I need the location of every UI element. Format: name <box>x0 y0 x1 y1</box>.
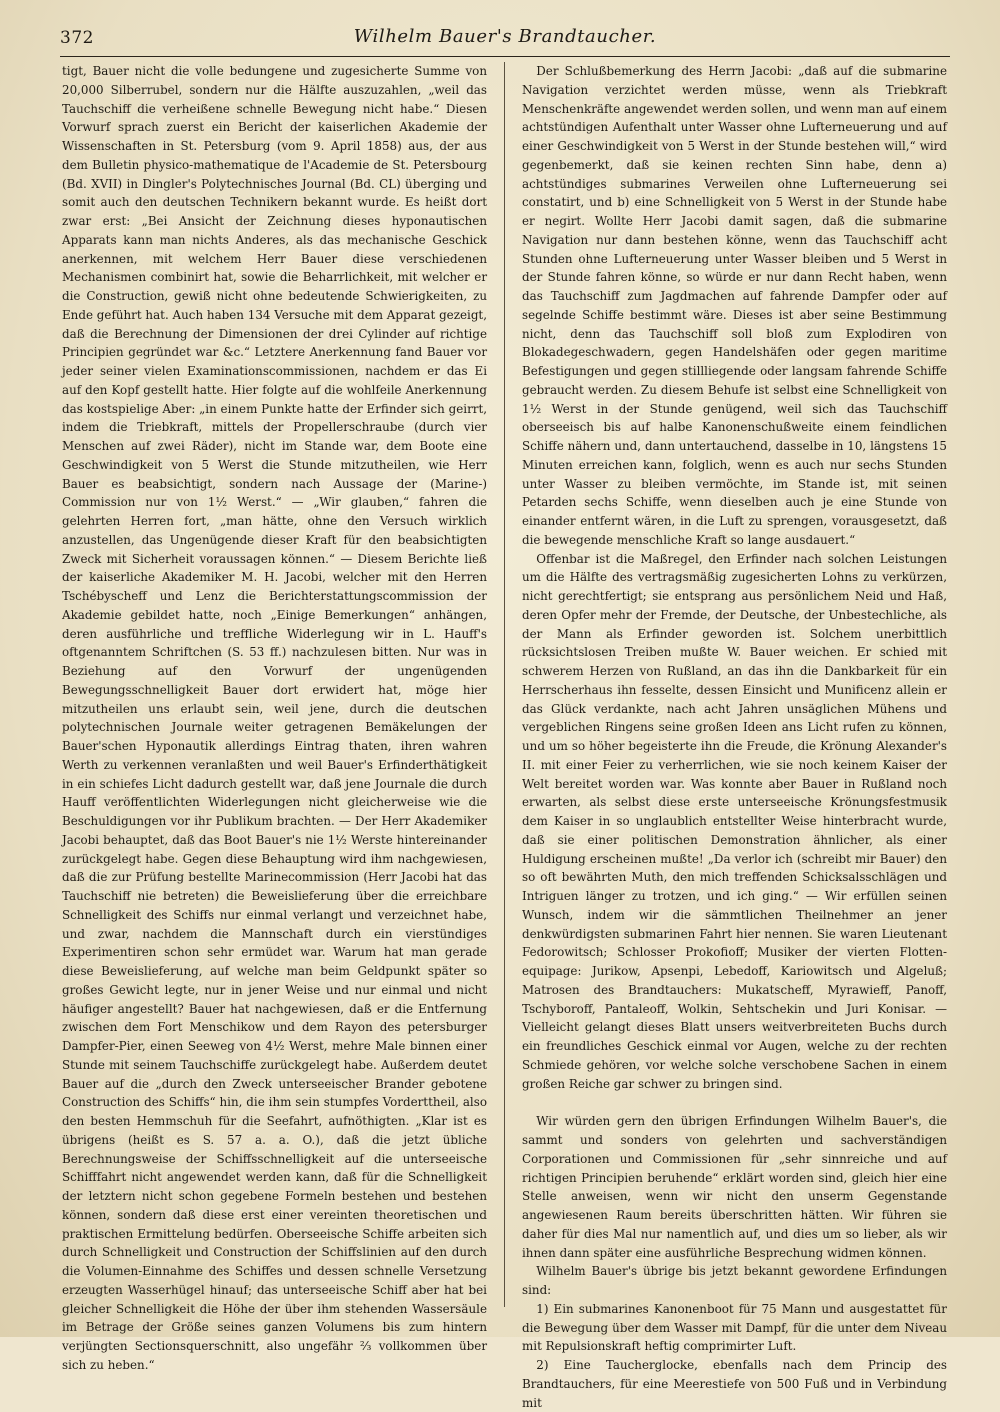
right-column <box>522 62 947 1410</box>
paragraph: tigt, Bauer nicht die volle bedungene und zugesicherte Summe von 20,000 Silberrubel, sondern nur die Hälfte auszuzahlen, „weil das Tauchschiff die verheißene schnelle Bewegung nicht habe.“ Diesen Vorwurf sprach zuerst ein Bericht der kaiserlichen Akademie der Wissenschaften in St. Petersburg (vom 9. April 1858) aus, der aus dem Bulletin physico-mathematique de l'Academie de St. Petersbourg (Bd. XVII) in Dingler's Polytechnisches Journal (Bd. CL) überging und somit auch den deutschen Technikern bekannt wurde. Es heißt dort zwar erst: „Bei Ansicht der Zeichnung dieses hyponautischen Apparats kann man nichts Anderes, als das mechanische Geschick anerkennen, mit welchem Herr Bauer diese verschiedenen Mechanismen combinirt hat, sowie die Beharrlichkeit, mit welcher er die Construction, gewiß nicht ohne bedeutende Schwierigkeiten, zu Ende geführt hat. Auch haben 134 Versuche mit dem Apparat gezeigt, daß die Berechnung der Dimensionen der drei Cylinder auf richtige Principien gegründet war &c.“ Letztere Anerkennung fand Bauer vor jeder seiner vielen Examinationscommissionen, nachdem er das Ei auf den Kopf gestellt hatte. Hier folgte auf die wohlfeile Anerkennung das kostspielige Aber: „in einem Punkte hatte der Erfinder sich geirrt, indem die Triebkraft, mittels der Propellerschraube (durch vier Menschen auf zwei Räder), nicht im Stande war, dem Boote eine Geschwindigkeit von 5 Werst die Stunde mitzutheilen, wie Herr Bauer es beabsichtigt, sondern nach Aussage der (Marine-) Commission nur von 1½ Werst.“ — „Wir glauben,“ fahren die gelehrten Herren fort, „man hätte, ohne den Versuch wirklich anzustellen, das Ungenügende dieser Kraft für den beabsichtigten Zweck mit Sicherheit voraussagen können.“ — Diesem Berichte ließ der kaiserliche Akademiker M. H. Jacobi, welcher mit den Herren Tschébyscheff und Lenz die Berichterstattungscommission der Akademie gebildet hatte, noch „Einige Bemerkungen“ anhängen, deren ausführliche und treffliche Widerlegung wir in L. Hauff's oftgenanntem Schriftchen (S. 53 ff.) nachzulesen bitten. Nur was in Beziehung auf den Vorwurf der ungenügenden Bewegungsschnelligkeit Bauer dort erwidert hat, möge hier mitzutheilen uns erlaubt sein, weil jene, durch die deutschen polytechnischen Journale weiter getragenen Bemäkelungen der Bauer'schen Hyponautik allerdings Eintrag thaten, ihren wahren Werth zu verkennen veranlaßten und weil Bauer's Erfinderthätigkeit in ein schiefes Licht dadurch gestellt war, daß jene Journale die durch Hauff veröffentlichten Widerlegungen nicht gleicherweise wie die Beschuldigungen vor ihr Publikum brachten. — Der Herr Akademiker Jacobi behauptet, daß das Boot Bauer's nie 1½ Werste hintereinander zurückgelegt habe. Gegen diese Behauptung wird ihm nachgewiesen, daß die zur Prüfung bestellte Marinecommission (Herr Jacobi hat das Tauchschiff nie betreten) die Beweislieferung über die erreichbare Schnelligkeit des Schiffs nur einmal verlangt und verzeichnet habe, und zwar, nachdem die Mannschaft durch ein vierstündiges Experimentiren schon sehr ermüdet war. Warum hat man gerade diese Beweislieferung, auf welche man beim Geldpunkt später so großes Gewicht legte, nur in jener Weise und nur einmal und nicht häufiger angestellt? Bauer hat nachgewiesen, daß er die Entfernung zwischen dem Fort Menschikow und dem Rayon des petersburger Dampfer-Pier, einen Seeweg von 4½ Werst, mehre Male binnen einer Stunde mit seinem Tauchschiffe zurückgelegt habe. Außerdem deutet Bauer auf die „durch den Zweck unterseeischer Brander gebotene Construction des Schiffs“ hin, die ihm sein stumpfes Vorderttheil, also den besten Hemmschuh für die Seefahrt, aufnöthigten. „Klar ist es übrigens (heißt es S. 57 a. a. O.), daß die jetzt übliche Berechnungsweise der Schiffsschnelligkeit auf die unterseeische Schifffahrt nicht angewendet werden kann, daß für die Schnelligkeit der letztern nicht schon gegebene Formeln bestehen und bestehen können, sondern daß diese erst einer vereinten theoretischen und praktischen Ermittelung bedürfen. Oberseeische Schiffe arbeiten sich durch Schnelligkeit und Construction der Schiffslinien auf den durch die Volumen-Einnahme des Schiffes und dessen schnelle Versetzung erzeugten Wasserhügel hinauf; das unterseeische Schiff aber hat bei gleicher Schnelligkeit die Höhe der über ihm stehenden Wassersäule im Betrage der Größe seines ganzen Volumens bis zum hintern verjüngten Sectionsquerschnitt, also ungefähr ⅔ vollkommen über sich zu heben.“ <box>62 64 487 1372</box>
running-title: Wilhelm Bauer's Brandtaucher. <box>353 26 657 47</box>
paragraph: Der Schlußbemerkung des Herrn Jacobi: „daß auf die submarine Navigation verzichtet werden müsse, wenn als Triebkraft Menschenkräfte angewendet werden sollen, und wenn man auf einem achtstündigen Aufenthalt unter Wasser ohne Lufterneuerung und auf einer Geschwindigkeit von 5 Werst in der Stunde bestehen will,“ wird gegenbemerkt, daß sie keinen rechten Sinn habe, denn a) achtstündiges submarines Verweilen ohne Lufterneuerung sei constatirt, und b) eine Schnelligkeit von 5 Werst in der Stunde habe er negirt. Wollte Herr Jacobi damit sagen, daß die submarine Navigation nur dann bestehen könne, wenn das Tauchschiff acht Stunden ohne Lufterneuerung unter Wasser bleiben und 5 Werst in der Stunde fahren könne, so würde er nur dann Recht haben, wenn das Tauchschiff zum Jagdmachen auf fahrende Dampfer oder auf segelnde Schiffe bestimmt wäre. Dieses ist aber seine Bestimmung nicht, denn das Tauchschiff soll bloß zum Explodiren von Blokadegeschwadern, gegen Handelshäfen oder gegen maritime Befestigungen und gegen stillliegende oder langsam fahrende Schiffe gebraucht werden. Zu diesem Behufe ist selbst eine Schnelligkeit von 1½ Werst in der Stunde genügend, weil sich das Tauchschiff oberseeisch bis auf halbe Kanonenschußweite einem feindlichen Schiffe nähern und, dann untertauchend, dasselbe in 10, längstens 15 Minuten erreichen kann, folglich, wenn es auch nur sechs Stunden unter Wasser zu bleiben vermöchte, im Stande ist, mit seinen Petarden sechs Schiffe, wenn dieselben auch je eine Stunde von einander entfernt wären, in die Luft zu sprengen, vorausgesetzt, daß die bewegende menschliche Kraft so lange ausdauert.“ <box>522 64 947 547</box>
left-column <box>62 62 487 1372</box>
paragraph: Offenbar ist die Maßregel, den Erfinder nach solchen Leistungen um die Hälfte des vertragsmäßig zugesicherten Lohns zu verkürzen, nicht gerechtfertigt; sie entsprang aus persönlichem Neid und Haß, deren Opfer mehr der Fremde, der Deutsche, der Unbestechliche, als der Mann als Erfinder geworden ist. Solchem unerbittlich rücksichtslosen Treiben mußte W. Bauer weichen. Er schied mit schwerem Herzen von Rußland, an das ihn die Dankbarkeit für ein Herrscherhaus ihn fesselte, dessen Einsicht und Munificenz allein er das Glück verdankte, nach acht Jahren unsäglichen Mühens und vergeblichen Ringens seine großen Ideen ans Licht rufen zu können, und um so höher begeisterte ihn die Freude, die Krönung Alexander's II. mit einer Feier zu verherrlichen, wie sie noch keinem Kaiser der Welt bereitet worden war. Was konnte aber Bauer in Rußland noch erwarten, als selbst diese erste unterseeische Krönungsfestmusik dem Kaiser in so unglaublich entstellter Weise hinterbracht wurde, daß sie einer politischen Demonstration ähnlicher, als einer Huldigung erscheinen mußte! „Da verlor ich (schreibt mir Bauer) den so oft bewährten Muth, den mich treffenden Schicksalsschlägen und Intriguen länger zu trotzen, und ich ging.“ — Wir erfüllen seinen Wunsch, indem wir die sämmtlichen Theilnehmer an jener denkwürdigsten submarinen Fahrt hier nennen. Sie waren Lieutenant Fedorowitsch; Schlosser Prokofioff; Musiker der vierten Flotten-equipage: Jurikow, Apsenpi, Lebedoff, Kariowitsch und Algeluß; Matrosen des Brandtauchers: Mukatscheff, Myrawieff, Panoff, Tschyboroff, Pantaleoff, Wolkin, Sehtschekin und Juri Konisar. — Vielleicht gelangt dieses Blatt unsers weitverbreiteten Buchs durch ein freundliches Geschick einmal vor Augen, welche zu der rechten Schmiede gehören, vor welche solche verschobene Sachen in einem großen Reiche gar schwer zu bringen sind. <box>522 551 947 1091</box>
list-item: 2) Eine Taucherglocke, ebenfalls nach dem Princip des Brandtauchers, für eine Meerestiefe von 500 Fuß und in Verbindung mit <box>522 1358 947 1410</box>
list-item: 1) Ein submarines Kanonenboot für 75 Mann und ausgestattet für die Bewegung über dem Wasser mit Dampf, für die unter dem Niveau mit Repulsionskraft heftig comprimirter Luft. <box>522 1301 947 1354</box>
page-header <box>60 22 950 57</box>
paragraph: Wilhelm Bauer's übrige bis jetzt bekannt gewordene Erfindungen sind: <box>522 1264 947 1297</box>
page-number: 372 <box>60 28 94 48</box>
paragraph: Wir würden gern den übrigen Erfindungen Wilhelm Bauer's, die sammt und sonders von gelehrten und sachverständigen Corporationen und Commissionen für „sehr sinnreiche und auf richtigen Principien beruhende“ erklärt worden sind, gleich hier eine Stelle anweisen, wenn wir nicht den unserm Gegenstande angewiesenen Raum bereits überschritten hätten. Wir führen sie daher für dies Mal nur namentlich auf, und dies um so lieber, als wir ihnen dann später eine ausführliche Besprechung widmen können. <box>522 1114 947 1260</box>
column-divider <box>504 62 505 1307</box>
